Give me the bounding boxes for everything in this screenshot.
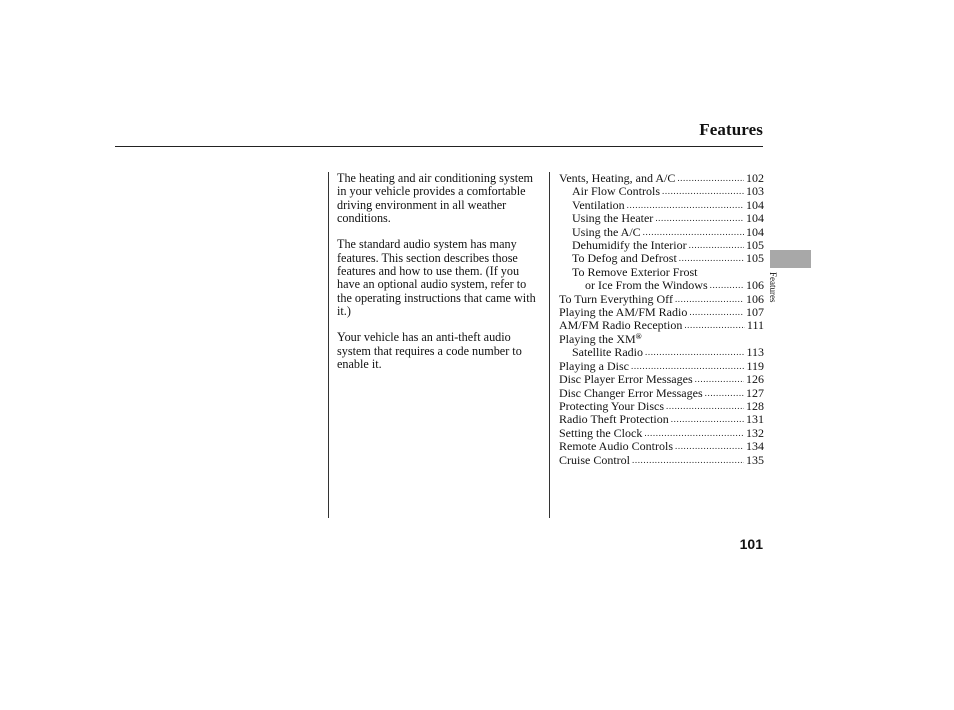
toc-entry-page: 132 — [746, 425, 764, 440]
toc-leader-dots — [675, 440, 744, 453]
intro-text — [337, 172, 542, 384]
toc-entry[interactable] — [559, 373, 764, 386]
toc-entry[interactable] — [559, 212, 764, 225]
toc-entry[interactable] — [559, 172, 764, 185]
section-side-label — [767, 272, 789, 320]
toc-entry-page: 135 — [746, 452, 764, 467]
section-side-label-text: Features — [768, 272, 778, 303]
toc-leader-dots — [705, 387, 744, 400]
toc-entry-label: Disc Changer Error Messages — [559, 385, 703, 400]
toc-entry-label: Disc Player Error Messages — [559, 372, 693, 387]
toc-entry[interactable] — [559, 387, 764, 400]
toc-entry-label: To Remove Exterior Frost — [572, 264, 698, 279]
toc-leader-dots — [689, 306, 744, 319]
toc-entry-label: Using the A/C — [572, 224, 641, 239]
toc-leader-dots — [662, 185, 744, 198]
toc-leader-dots — [684, 319, 745, 332]
toc-entry[interactable] — [559, 400, 764, 413]
toc-entry-label: Air Flow Controls — [572, 184, 661, 199]
toc-entry-label: AM/FM Radio Reception — [559, 318, 683, 333]
toc-entry[interactable] — [559, 454, 764, 467]
toc-entry-label: Protecting Your Discs — [559, 398, 665, 413]
table-of-contents — [559, 172, 764, 467]
toc-leader-dots — [632, 454, 744, 467]
toc-entry-page: 103 — [746, 184, 764, 199]
toc-entry-page: 131 — [746, 412, 764, 427]
toc-entry[interactable] — [559, 266, 764, 279]
toc-entry-page: 104 — [746, 211, 764, 226]
toc-entry-page: 126 — [746, 372, 764, 387]
toc-leader-dots — [710, 279, 744, 292]
intro-paragraph: The heating and air conditioning system in your vehicle provides a comfortable driving environment in all weather conditions. — [337, 171, 533, 226]
toc-entry[interactable] — [559, 427, 764, 440]
toc-entry-label: or Ice From the Windows — [585, 278, 708, 293]
toc-entry-label: Vents, Heating, and A/C — [559, 171, 676, 185]
toc-leader-dots — [655, 212, 744, 225]
toc-entry[interactable] — [559, 226, 764, 239]
toc-entry-label: Playing a Disc — [559, 358, 629, 373]
toc-entry[interactable] — [559, 252, 764, 265]
section-tab[interactable] — [770, 250, 811, 268]
toc-leader-dots — [627, 199, 744, 212]
toc-leader-dots — [677, 172, 744, 185]
toc-entry-label: Ventilation — [572, 197, 625, 212]
toc-entry[interactable] — [559, 199, 764, 212]
toc-entry-label: Radio Theft Protection — [559, 412, 669, 427]
toc-entry-label: To Defog and Defrost — [572, 251, 677, 266]
toc-entry[interactable] — [559, 346, 764, 359]
toc-entry-label: Dehumidify the Interior — [572, 238, 687, 253]
toc-entry-page: 119 — [746, 358, 764, 373]
toc-entry-label: Setting the Clock — [559, 425, 643, 440]
toc-leader-dots — [675, 293, 744, 306]
toc-entry[interactable] — [559, 293, 764, 306]
toc-entry-page: 111 — [746, 318, 764, 333]
toc-entry-page: 105 — [746, 238, 764, 253]
toc-entry[interactable] — [559, 279, 764, 292]
toc-entry-label: Using the Heater — [572, 211, 654, 226]
toc-entry-text: Playing the XM — [559, 331, 636, 346]
toc-leader-dots — [671, 413, 744, 426]
toc-entry-page: 102 — [746, 171, 764, 185]
toc-leader-dots — [666, 400, 744, 413]
toc-entry-label: Remote Audio Controls — [559, 439, 673, 454]
toc-entry-page: 134 — [746, 439, 764, 454]
toc-entry[interactable] — [559, 360, 764, 373]
toc-entry-page: 113 — [746, 345, 764, 360]
toc-entry[interactable] — [559, 185, 764, 198]
intro-paragraph: The standard audio system has many features. This section describes those features and how to use them. (If you have an optional audio system, refer to the operating instructions that came with it.) — [337, 237, 536, 319]
toc-leader-dots — [631, 360, 744, 373]
toc-entry-page: 128 — [746, 398, 764, 413]
toc-entry[interactable] — [559, 306, 764, 319]
toc-entry[interactable] — [559, 319, 764, 332]
intro-paragraph: Your vehicle has an anti-theft audio system that requires a code number to enable it. — [337, 330, 522, 372]
toc-leader-dots — [643, 226, 744, 239]
toc-entry-page: 105 — [746, 251, 764, 266]
toc-entry-page: 104 — [746, 197, 764, 212]
toc-entry-page: 104 — [746, 224, 764, 239]
registered-mark: ® — [635, 331, 642, 341]
page-number: 101 — [739, 536, 763, 552]
toc-leader-dots — [645, 346, 744, 359]
left-column-divider — [328, 172, 329, 518]
page-title: Features — [699, 120, 763, 139]
toc-leader-dots — [679, 252, 744, 265]
toc-entry[interactable] — [559, 239, 764, 252]
toc-entry-label — [559, 333, 642, 346]
toc-entry-label: Cruise Control — [559, 452, 630, 467]
header-rule — [115, 146, 763, 147]
toc-entry-page: 127 — [746, 385, 764, 400]
toc-entry-label: Playing the AM/FM Radio — [559, 305, 688, 320]
toc-entry[interactable] — [559, 440, 764, 453]
toc-entry-label: Satellite Radio — [572, 345, 643, 360]
toc-leader-dots — [689, 239, 744, 252]
toc-entry[interactable] — [559, 333, 764, 346]
toc-entry-page: 106 — [746, 278, 764, 293]
toc-leader-dots — [644, 427, 744, 440]
toc-entry[interactable] — [559, 413, 764, 426]
toc-entry-page: 107 — [746, 305, 764, 320]
toc-entry-page: 106 — [746, 291, 764, 306]
right-column-divider — [549, 172, 550, 518]
toc-entry-label: To Turn Everything Off — [559, 291, 673, 306]
toc-leader-dots — [695, 373, 744, 386]
